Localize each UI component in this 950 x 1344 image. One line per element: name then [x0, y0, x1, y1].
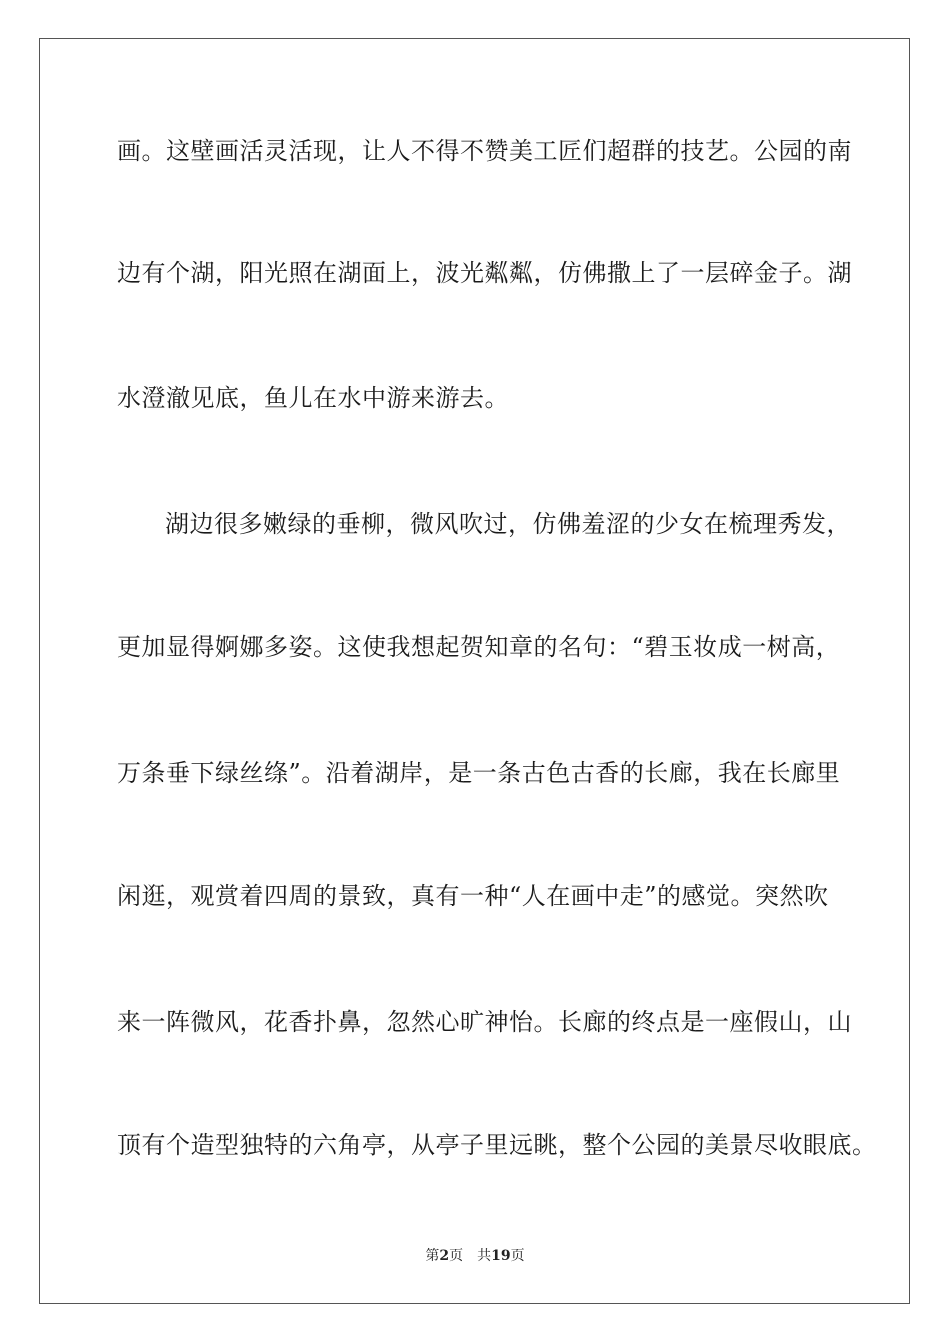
page-suffix: 页 [449, 1248, 464, 1264]
total-suffix: 页 [510, 1248, 525, 1264]
text-line: 万条垂下绿丝绦”。沿着湖岸，是一条古色古香的长廊，我在长廊里 [117, 759, 841, 787]
page-prefix: 第 [425, 1248, 440, 1264]
page-footer [0, 1247, 950, 1265]
page-number: 2 [439, 1248, 450, 1264]
text-line: 画。这壁画活灵活现，让人不得不赞美工匠们超群的技艺。公园的南 [117, 137, 852, 165]
text-line: 边有个湖，阳光照在湖面上，波光粼粼，仿佛撒上了一层碎金子。湖 [117, 259, 852, 287]
text-line: 闲逛，观赏着四周的景致，真有一种“人在画中走”的感觉。突然吹 [117, 882, 829, 910]
text-line: 水澄澈见底，鱼儿在水中游来游去。 [117, 384, 509, 412]
page-border [39, 38, 910, 1304]
text-line: 顶有个造型独特的六角亭，从亭子里远眺，整个公园的美景尽收眼底。 [117, 1131, 877, 1159]
text-line: 更加显得婀娜多姿。这使我想起贺知章的名句：“碧玉妆成一树高， [117, 633, 841, 661]
total-pages: 19 [491, 1248, 511, 1264]
total-prefix: 共 [477, 1248, 492, 1264]
paragraph-first-line: 湖边很多嫩绿的垂柳，微风吹过，仿佛羞涩的少女在梳理秀发， [165, 510, 851, 538]
text-line: 来一阵微风，花香扑鼻，忽然心旷神怡。长廊的终点是一座假山，山 [117, 1008, 852, 1036]
